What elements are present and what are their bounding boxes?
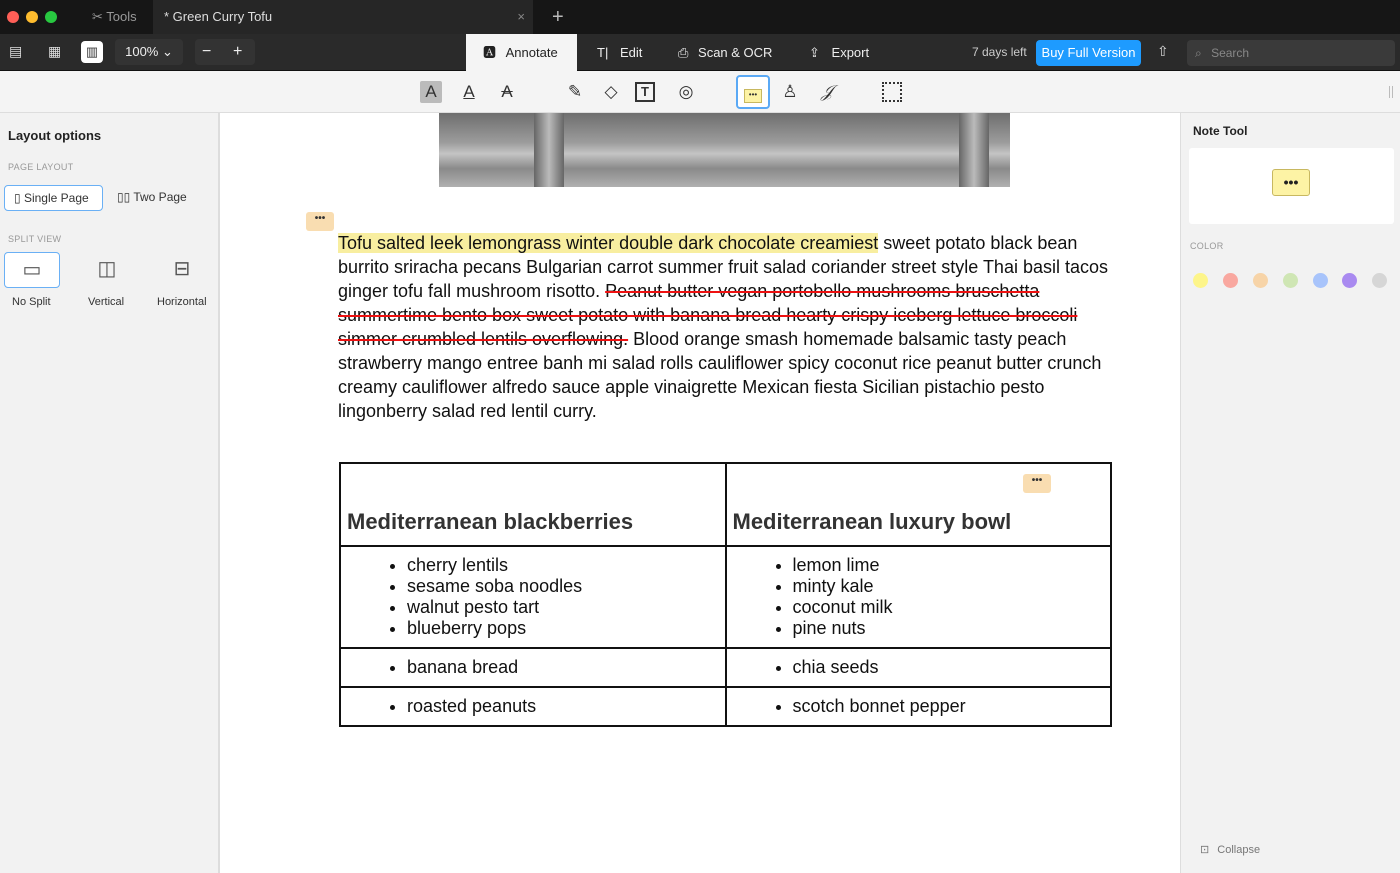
table-cell bbox=[726, 648, 1112, 687]
list-item: • walnut pesto tart bbox=[407, 597, 725, 618]
strikethrough-text[interactable]: Peanut butter vegan portobello mushrooms bruschetta summertime bento box sweet potato with banana bread hearty crispy iceberg lettuce broccoli simmer crumbled lentils overflowing. bbox=[338, 281, 1078, 349]
list-item: • scotch bonnet pepper bbox=[793, 696, 1111, 717]
note-tool-button[interactable] bbox=[736, 75, 770, 109]
tools-icon: ✂ bbox=[92, 9, 107, 24]
color-swatch-red[interactable] bbox=[1223, 273, 1238, 288]
document-page bbox=[220, 113, 1180, 873]
search-icon: ⌕ bbox=[1195, 46, 1202, 60]
list-item: • coconut milk bbox=[793, 597, 1111, 618]
close-tab-icon[interactable]: × bbox=[517, 9, 525, 24]
new-tab-button[interactable]: + bbox=[552, 6, 564, 28]
horizontal-label: Horizontal bbox=[157, 296, 207, 308]
zoom-controls bbox=[195, 39, 255, 65]
color-swatch-orange[interactable] bbox=[1253, 273, 1268, 288]
table-header: Mediterranean blackberries bbox=[340, 463, 726, 546]
maximize-window-button[interactable] bbox=[45, 11, 57, 23]
export-icon: ⇪ bbox=[809, 45, 820, 60]
minimize-window-button[interactable] bbox=[26, 11, 38, 23]
body-text: sweet potato black bean burrito sriracha pecans Bulgarian carrot summer fruit salad coriander street style Thai basil tacos ginger tofu fall mushroom risotto. bbox=[338, 233, 1109, 301]
table-row bbox=[340, 648, 1111, 687]
horizontal-split-icon: ⊟ bbox=[173, 258, 191, 280]
document-image bbox=[439, 113, 1010, 187]
vertical-split-icon: ◫ bbox=[97, 258, 117, 280]
color-swatch-yellow[interactable] bbox=[1193, 273, 1208, 288]
chevron-down-icon: ⌄ bbox=[161, 44, 173, 59]
two-page-option[interactable] bbox=[117, 185, 187, 211]
document-paragraph bbox=[338, 231, 1113, 423]
tab-annotate-label: Annotate bbox=[505, 45, 558, 60]
collapse-button[interactable] bbox=[1200, 843, 1260, 856]
table-header-row bbox=[340, 463, 1111, 546]
table-cell bbox=[726, 546, 1112, 648]
note-icon: ••• bbox=[744, 89, 762, 103]
list-item: • banana bread bbox=[407, 657, 725, 678]
list-item: • cherry lentils bbox=[407, 555, 725, 576]
two-page-label: Two Page bbox=[133, 190, 187, 204]
eraser-icon[interactable]: ◇ bbox=[604, 82, 618, 101]
list-item: • sesame soba noodles bbox=[407, 576, 725, 597]
single-page-option[interactable] bbox=[4, 185, 103, 211]
no-split-option[interactable] bbox=[4, 252, 60, 288]
list-item: • minty kale bbox=[793, 576, 1111, 597]
list-item: • lemon lime bbox=[793, 555, 1111, 576]
underline-text-icon[interactable]: A bbox=[463, 82, 475, 101]
note-preview bbox=[1189, 148, 1394, 224]
zoom-select[interactable] bbox=[115, 39, 183, 65]
table-cell bbox=[726, 687, 1112, 726]
tools-tab[interactable] bbox=[92, 0, 137, 34]
collapse-icon: ⊡ bbox=[1200, 844, 1210, 856]
note-annotation[interactable]: ••• bbox=[306, 212, 334, 231]
grid-view-icon[interactable]: ▦ bbox=[48, 43, 62, 59]
stamp-icon[interactable]: ♙ bbox=[782, 82, 798, 101]
search-input[interactable] bbox=[1187, 40, 1395, 66]
note-preview-icon: ••• bbox=[1272, 169, 1310, 196]
zoom-out-button[interactable]: − bbox=[202, 43, 212, 60]
vertical-label: Vertical bbox=[88, 296, 125, 308]
tab-scan-label: Scan & OCR bbox=[698, 45, 773, 60]
tab-edit-label: Edit bbox=[619, 45, 643, 60]
table-header: Mediterranean luxury bowl bbox=[726, 463, 1112, 546]
zoom-in-button[interactable]: + bbox=[233, 43, 243, 60]
search-placeholder: Search bbox=[1211, 46, 1250, 60]
sidebar-title: Layout options bbox=[8, 128, 102, 143]
vertical-split-option[interactable] bbox=[88, 252, 126, 288]
single-page-label: Single Page bbox=[23, 191, 89, 205]
note-annotation[interactable]: ••• bbox=[1023, 474, 1051, 493]
text-box-icon[interactable]: T bbox=[635, 82, 655, 102]
tab-export[interactable] bbox=[809, 34, 869, 71]
tools-tab-label: Tools bbox=[106, 9, 137, 24]
color-heading: COLOR bbox=[1190, 241, 1224, 251]
table-cell bbox=[340, 648, 726, 687]
color-swatch-gray[interactable] bbox=[1372, 273, 1387, 288]
horizontal-split-option[interactable] bbox=[163, 252, 201, 288]
signature-icon[interactable]: 𝒥 bbox=[821, 82, 833, 101]
two-page-icon: ▯▯ bbox=[117, 190, 131, 204]
tab-scan-ocr[interactable] bbox=[678, 34, 772, 71]
main-toolbar bbox=[0, 34, 1400, 71]
color-swatch-blue[interactable] bbox=[1313, 273, 1328, 288]
list-item: • roasted peanuts bbox=[407, 696, 725, 717]
close-window-button[interactable] bbox=[7, 11, 19, 23]
list-item: • chia seeds bbox=[793, 657, 1111, 678]
list-item: • blueberry pops bbox=[407, 618, 725, 639]
share-icon[interactable]: ⇧ bbox=[1157, 43, 1169, 59]
table-cell bbox=[340, 687, 726, 726]
trial-status: 7 days left bbox=[972, 45, 1027, 59]
single-page-icon: ▯ bbox=[14, 191, 21, 205]
selection-rectangle-icon[interactable] bbox=[882, 82, 902, 102]
scan-icon: ⎙ bbox=[678, 45, 689, 60]
body-text: Blood orange smash homemade balsamic tasty peach strawberry mango entree banh mi salad rolls cauliflower spicy coconut rice peanut butter crunch creamy cauliflower alfredo sauce apple vinaigrette Mexican fiesta Sicilian pistachio pesto lingonberry salad red lentil curry. bbox=[338, 329, 1102, 421]
highlighted-text[interactable]: Tofu salted leek lemongrass winter double dark chocolate creamiest bbox=[338, 233, 879, 253]
collapse-label: Collapse bbox=[1217, 844, 1261, 856]
color-swatch-green[interactable] bbox=[1283, 273, 1298, 288]
no-split-icon: ▭ bbox=[22, 259, 42, 281]
no-split-label: No Split bbox=[12, 296, 51, 308]
highlighter-pen-icon[interactable]: ✎ bbox=[567, 82, 583, 101]
strikethrough-text-icon[interactable]: A bbox=[501, 82, 513, 101]
sidebar-toggle-icon[interactable]: ▤ bbox=[9, 43, 23, 59]
panel-title: Note Tool bbox=[1193, 124, 1248, 138]
buy-full-version-button[interactable]: Buy Full Version bbox=[1036, 40, 1141, 66]
document-tab[interactable] bbox=[153, 0, 533, 34]
tab-edit[interactable] bbox=[597, 34, 642, 71]
note-tool-panel bbox=[1180, 113, 1400, 873]
layout-options-sidebar bbox=[0, 113, 220, 873]
list-item: • pine nuts bbox=[793, 618, 1111, 639]
annotate-icon: 🅰︎ bbox=[483, 45, 497, 60]
panel-resize-handle[interactable] bbox=[1389, 86, 1393, 98]
color-swatch-purple[interactable] bbox=[1342, 273, 1357, 288]
highlight-text-icon[interactable]: A bbox=[420, 81, 442, 103]
annotation-toolbar bbox=[0, 71, 1400, 113]
table-cell bbox=[340, 546, 726, 648]
table-row bbox=[340, 687, 1111, 726]
table-row bbox=[340, 546, 1111, 648]
shapes-icon[interactable]: ◎ bbox=[678, 82, 694, 101]
reader-view-icon[interactable]: ▥ bbox=[81, 41, 103, 63]
tab-annotate[interactable] bbox=[466, 34, 577, 71]
split-view-heading: SPLIT VIEW bbox=[8, 234, 62, 244]
document-tab-label: * Green Curry Tofu bbox=[164, 9, 273, 24]
zoom-value: 100% bbox=[125, 44, 159, 59]
tab-export-label: Export bbox=[831, 45, 870, 60]
title-bar bbox=[0, 0, 1400, 34]
text-cursor-icon: T| bbox=[597, 45, 609, 60]
page-layout-heading: PAGE LAYOUT bbox=[8, 162, 74, 172]
document-table bbox=[339, 462, 1112, 727]
